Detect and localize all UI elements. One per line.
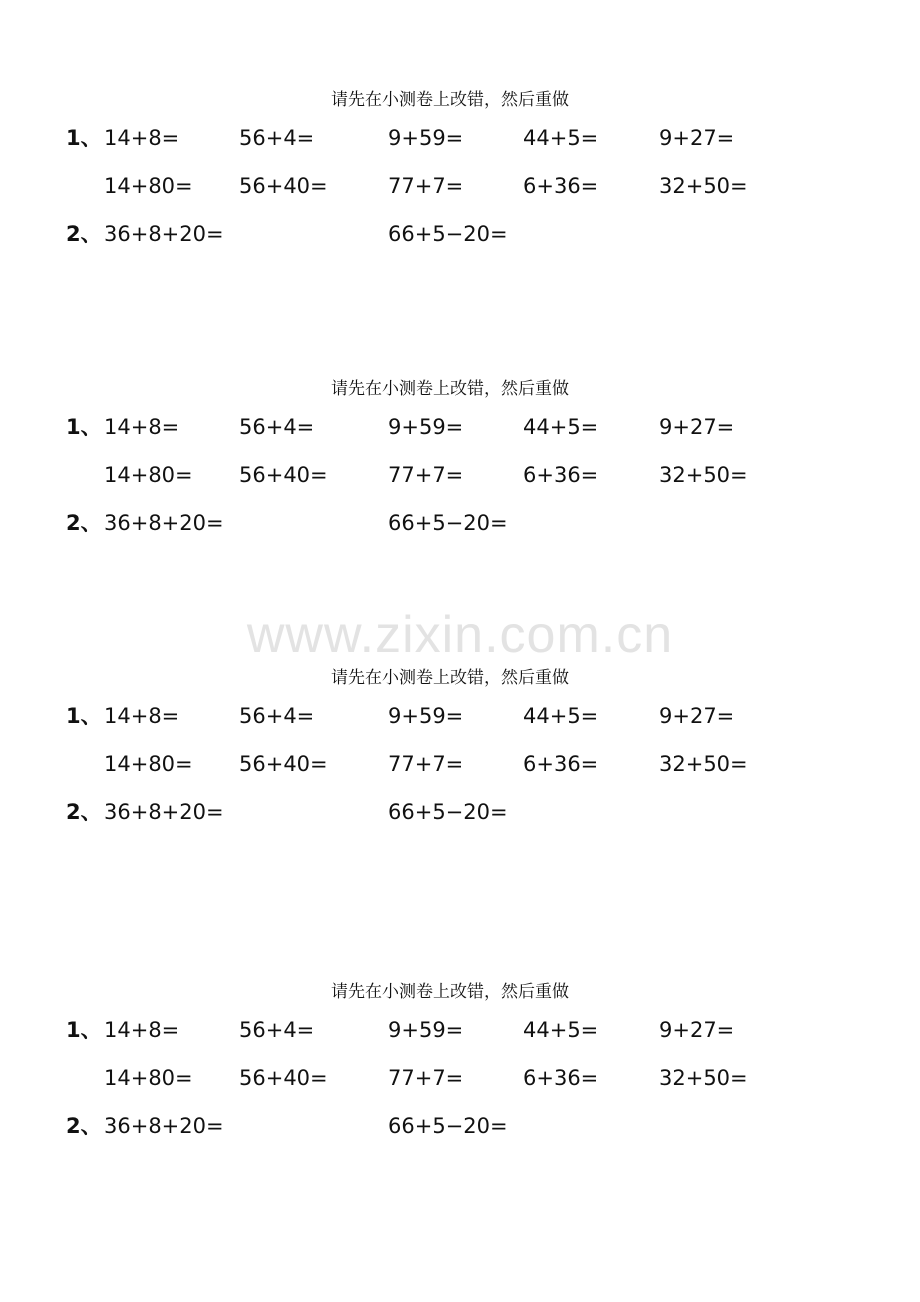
problem: 36+8+20= [104, 800, 224, 824]
question-number: 1、 [66, 704, 102, 728]
worksheet-title: 请先在小测卷上改错，然后重做 [331, 668, 569, 688]
question-2-row [0, 508, 920, 538]
problem: 56+40= [239, 463, 328, 487]
problem: 32+50= [659, 752, 748, 776]
problem: 14+80= [104, 752, 193, 776]
problem: 9+27= [659, 415, 735, 439]
problem: 9+27= [659, 1018, 735, 1042]
problem: 9+59= [388, 704, 464, 728]
question-1-row-1 [0, 412, 920, 442]
question-1-row-1 [0, 701, 920, 731]
question-1-row-2 [0, 749, 920, 779]
problem: 32+50= [659, 174, 748, 198]
problem: 9+59= [388, 126, 464, 150]
question-1-row-1 [0, 1015, 920, 1045]
problem: 9+27= [659, 704, 735, 728]
problem: 66+5−20= [388, 511, 508, 535]
worksheet-4 [0, 980, 920, 1140]
problem: 36+8+20= [104, 222, 224, 246]
problem: 14+80= [104, 463, 193, 487]
question-1-row-1 [0, 123, 920, 153]
problem: 32+50= [659, 1066, 748, 1090]
question-number: 1、 [66, 415, 102, 439]
question-1-row-2 [0, 1063, 920, 1093]
problem: 77+7= [388, 1066, 464, 1090]
question-2-row [0, 797, 920, 827]
problem: 44+5= [523, 126, 599, 150]
worksheet-title: 请先在小测卷上改错，然后重做 [331, 90, 569, 110]
question-number: 2、 [66, 511, 102, 535]
problem: 9+27= [659, 126, 735, 150]
problem: 6+36= [523, 752, 599, 776]
problem: 6+36= [523, 1066, 599, 1090]
problem: 66+5−20= [388, 1114, 508, 1138]
question-2-row [0, 219, 920, 249]
problem: 14+80= [104, 174, 193, 198]
problem: 6+36= [523, 463, 599, 487]
problem: 77+7= [388, 752, 464, 776]
problem: 66+5−20= [388, 800, 508, 824]
problem: 44+5= [523, 704, 599, 728]
problem: 56+4= [239, 704, 315, 728]
problem: 56+40= [239, 1066, 328, 1090]
problem: 6+36= [523, 174, 599, 198]
problem: 44+5= [523, 1018, 599, 1042]
question-1-row-2 [0, 460, 920, 490]
worksheet-3 [0, 666, 920, 826]
problem: 56+4= [239, 415, 315, 439]
problem: 56+40= [239, 174, 328, 198]
problem: 36+8+20= [104, 1114, 224, 1138]
problem: 32+50= [659, 463, 748, 487]
question-number: 2、 [66, 800, 102, 824]
watermark: www.zixin.com.cn [246, 606, 674, 664]
question-1-row-2 [0, 171, 920, 201]
problem: 56+4= [239, 126, 315, 150]
worksheet-1 [0, 88, 920, 248]
problem: 77+7= [388, 174, 464, 198]
question-number: 2、 [66, 1114, 102, 1138]
problem: 14+8= [104, 126, 180, 150]
problem: 9+59= [388, 415, 464, 439]
worksheet-2 [0, 377, 920, 537]
question-2-row [0, 1111, 920, 1141]
worksheet-title: 请先在小测卷上改错，然后重做 [331, 982, 569, 1002]
problem: 77+7= [388, 463, 464, 487]
question-number: 2、 [66, 222, 102, 246]
question-number: 1、 [66, 126, 102, 150]
problem: 14+80= [104, 1066, 193, 1090]
problem: 66+5−20= [388, 222, 508, 246]
problem: 36+8+20= [104, 511, 224, 535]
problem: 14+8= [104, 415, 180, 439]
worksheet-title: 请先在小测卷上改错，然后重做 [331, 379, 569, 399]
problem: 56+4= [239, 1018, 315, 1042]
problem: 56+40= [239, 752, 328, 776]
problem: 14+8= [104, 1018, 180, 1042]
question-number: 1、 [66, 1018, 102, 1042]
problem: 14+8= [104, 704, 180, 728]
problem: 44+5= [523, 415, 599, 439]
problem: 9+59= [388, 1018, 464, 1042]
